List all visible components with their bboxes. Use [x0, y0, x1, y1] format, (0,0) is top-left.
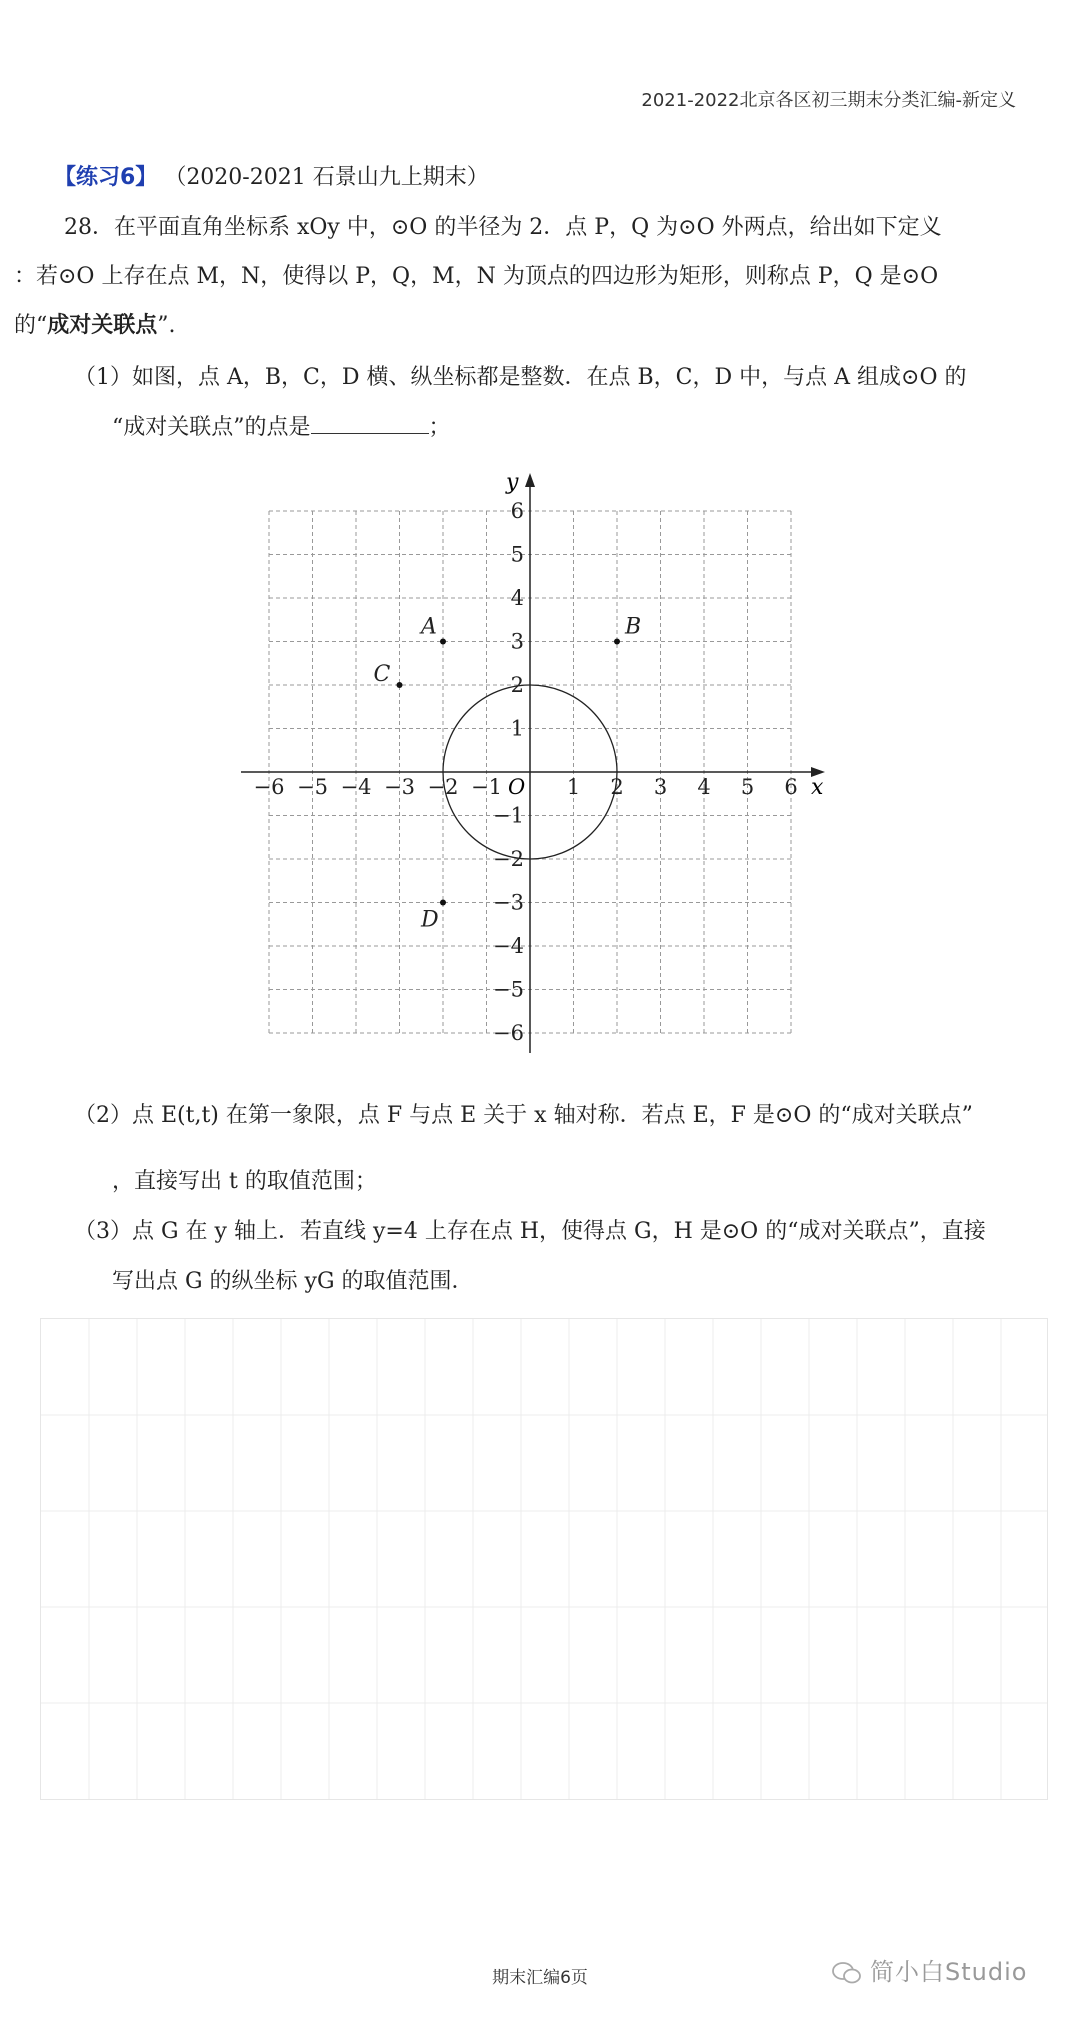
point-B: [614, 639, 620, 645]
answer-grid-area[interactable]: [40, 1318, 1048, 1800]
origin-label: O: [508, 775, 526, 799]
y-tick-label: 6: [510, 499, 524, 523]
x-tick-label: 6: [784, 775, 798, 799]
x-tick-label: −5: [297, 775, 328, 799]
x-tick-label: 2: [610, 775, 624, 799]
x-axis-label: x: [811, 775, 824, 800]
y-tick-label: 2: [510, 673, 524, 697]
question-1-line-2: [112, 410, 451, 441]
exercise-source: （2020-2021 石景山九上期末）: [164, 165, 489, 190]
exercise-label: 【练习6】: [54, 165, 158, 190]
y-tick-label: 4: [510, 586, 524, 610]
x-tick-label: −4: [340, 775, 372, 799]
watermark-text: 简小白Studio: [870, 1958, 1028, 1986]
x-tick-label: 3: [653, 775, 668, 799]
exercise-heading: [54, 160, 489, 191]
question-2-line-2: ，直接写出 t 的取值范围；: [112, 1169, 377, 1194]
x-tick-label: −2: [427, 775, 459, 799]
y-tick-label: −4: [493, 934, 524, 958]
point-D: [440, 900, 446, 906]
watermark: [832, 1952, 1027, 1987]
line3-prefix: 的“: [14, 313, 48, 338]
y-axis-arrow: [525, 473, 535, 487]
problem-line-2: ：若⊙O 上存在点 M，N，使得以 P，Q，M，N 为顶点的四边形为矩形，则称点 P，Q 是⊙O: [14, 264, 939, 289]
question-3-line-2: 写出点 G 的纵坐标 yG 的取值范围．: [112, 1269, 474, 1294]
coordinate-figure: [230, 460, 850, 1060]
answer-blank[interactable]: [311, 411, 429, 434]
x-tick-label: 4: [697, 775, 711, 799]
chat-bubble-icon: [832, 1962, 862, 1984]
point-label-A: A: [421, 614, 437, 640]
problem-line-3: [14, 308, 176, 339]
point-C: [397, 682, 403, 688]
line3-suffix: ”.: [157, 313, 176, 338]
point-label-C: C: [373, 662, 391, 687]
page-header-title: 2021-2022北京各区初三期末分类汇编-新定义: [641, 90, 1016, 111]
problem-line-1: 28．在平面直角坐标系 xOy 中，⊙O 的半径为 2．点 P，Q 为⊙O 外两点，给出如下定义: [64, 215, 942, 240]
x-tick-label: −6: [253, 775, 285, 799]
y-tick-label: −2: [493, 847, 524, 871]
q1-text: “成对关联点”的点是: [112, 415, 311, 440]
points: [374, 615, 642, 933]
y-tick-label: −1: [493, 803, 524, 828]
y-tick-label: −5: [493, 977, 524, 1002]
x-tick-label: −3: [384, 775, 415, 799]
x-tick-label: 1: [566, 775, 581, 799]
x-tick-label: 5: [740, 775, 755, 799]
term-definition: 成对关联点: [47, 313, 158, 338]
point-A: [440, 639, 446, 645]
page-footer: 期末汇编6页: [492, 1968, 588, 1988]
point-label-D: D: [421, 907, 439, 933]
question-3-line-1: （3）点 G 在 y 轴上．若直线 y=4 上存在点 H，使得点 G，H 是⊙O 的“成对关联点”，直接: [74, 1219, 986, 1244]
y-tick-label: 5: [510, 542, 524, 567]
y-tick-label: −6: [493, 1021, 524, 1045]
y-tick-label: 3: [510, 629, 524, 654]
question-1-line-1: （1）如图，点 A，B，C，D 横、纵坐标都是整数．在点 B，C，D 中，与点 A 组成⊙O 的: [74, 365, 967, 390]
y-tick-label: −3: [493, 890, 524, 915]
point-label-B: B: [625, 614, 642, 640]
question-2-line-1: （2）点 E(t,t) 在第一象限，点 F 与点 E 关于 x 轴对称．若点 E，F 是⊙O 的“成对关联点”: [74, 1103, 973, 1128]
y-tick-label: 1: [510, 716, 524, 741]
y-axis-label: y: [506, 470, 519, 495]
q1-end: ；: [428, 415, 451, 440]
axes: [241, 470, 825, 1053]
x-tick-label: −1: [471, 775, 502, 799]
